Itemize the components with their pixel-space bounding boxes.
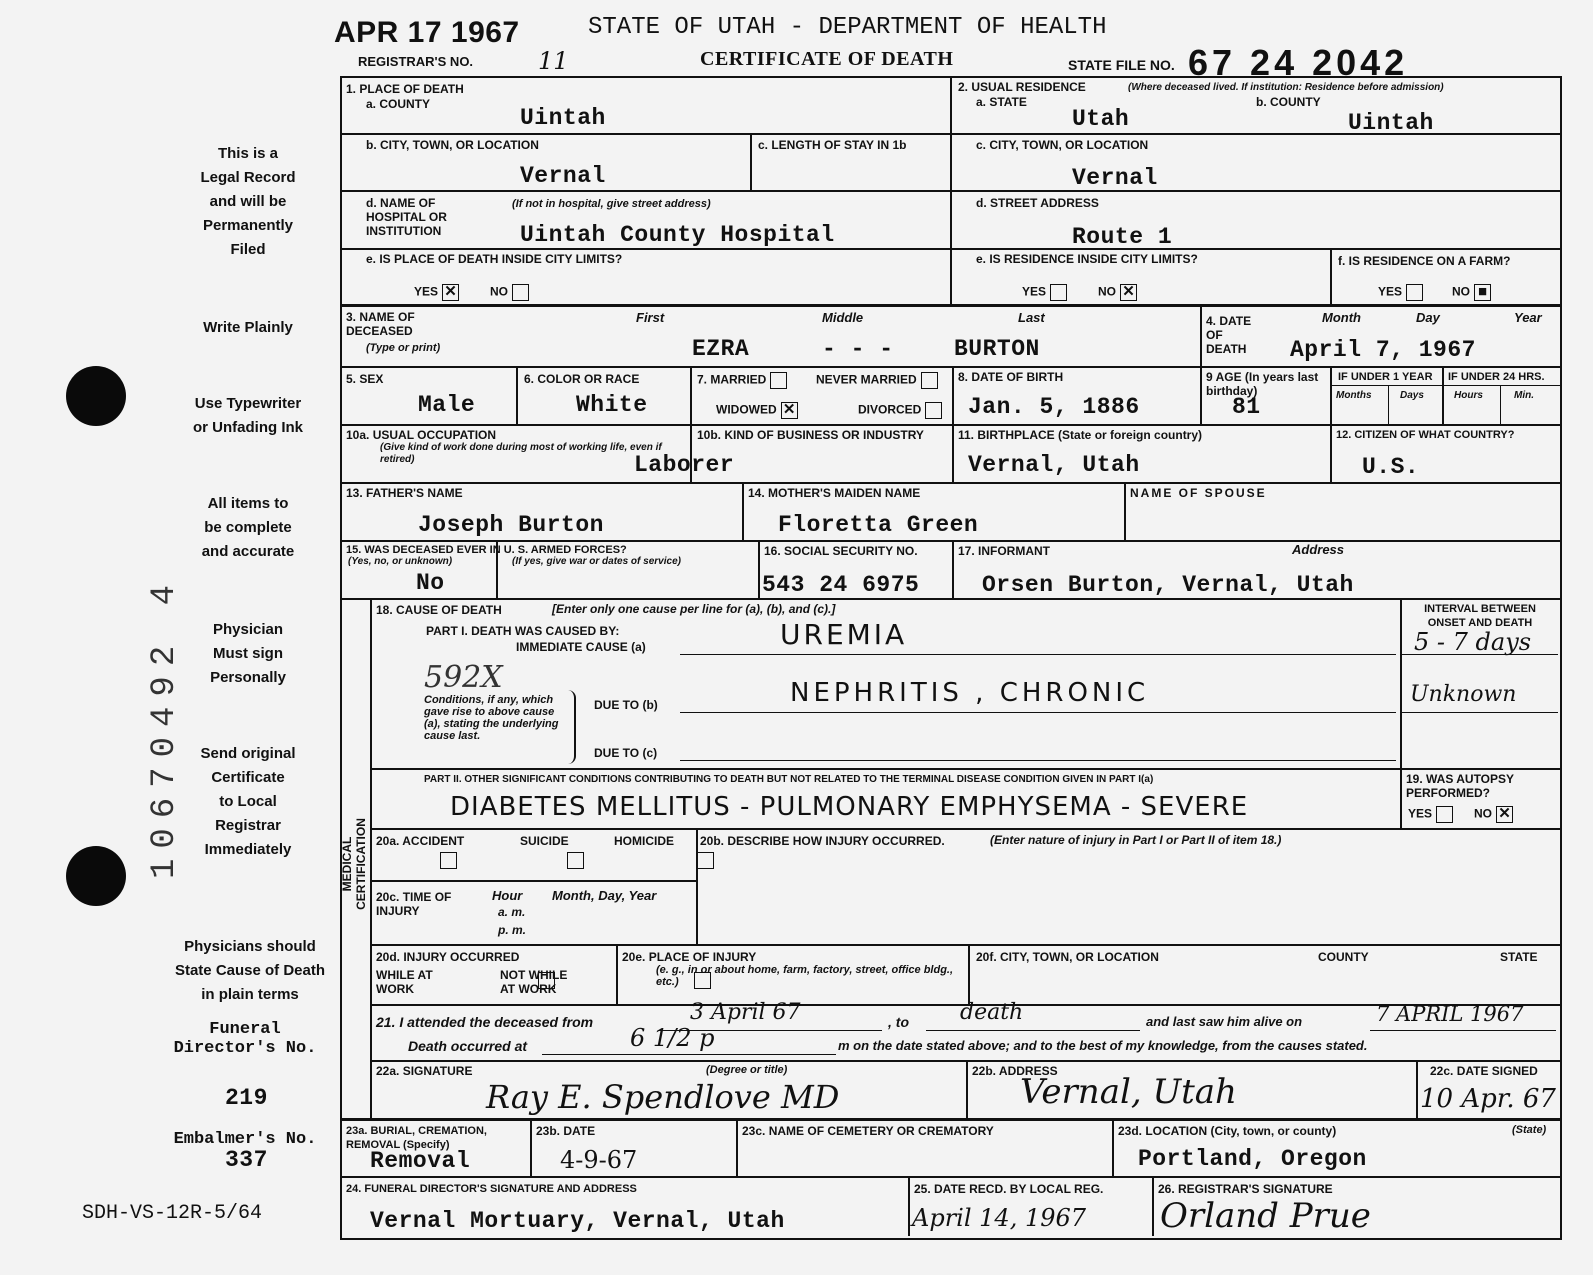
rule	[340, 540, 1560, 542]
burial-state-label: (State)	[1512, 1124, 1547, 1136]
farm-no[interactable]: NO ■	[1452, 284, 1491, 301]
due-to-c-label: DUE TO (c)	[594, 746, 658, 760]
rule	[1330, 248, 1332, 304]
rule	[968, 944, 970, 1004]
death-occurred-tail: m on the date stated above; and to the best of my knowledge, from the causes stated.	[838, 1038, 1368, 1053]
last-saw-alive: 7 APRIL 1967	[1376, 1002, 1524, 1026]
occupation-note: (Give kind of work done during most of working life, even if retired)	[380, 442, 662, 465]
funeral-director-address: Vernal Mortuary, Vernal, Utah	[370, 1208, 785, 1234]
state-file-no: 67 24 2042	[1188, 42, 1409, 83]
physician-address-label: 22b. ADDRESS	[972, 1064, 1058, 1078]
rule	[1388, 385, 1389, 424]
month-day-year-label: Month, Day, Year	[552, 888, 657, 903]
year-label: Year	[1514, 310, 1542, 325]
residence-county-label: b. COUNTY	[1256, 95, 1321, 109]
funeral-director-no: 219	[225, 1085, 268, 1111]
place-of-injury-label: 20e. PLACE OF INJURY	[622, 950, 757, 964]
physician-signature: Ray E. Spendlove MD	[486, 1078, 840, 1116]
am-label: a. m.	[498, 905, 526, 919]
under-day-label: IF UNDER 24 HRS.	[1448, 371, 1545, 383]
part-one-label: PART I. DEATH WAS CAUSED BY:	[426, 624, 620, 638]
minutes-label: Min.	[1514, 390, 1534, 401]
describe-injury-label: 20b. DESCRIBE HOW INJURY OCCURRED.	[700, 834, 945, 848]
rule	[1124, 482, 1126, 540]
send-original-note: Send original Certificate to Local Registrar Immediately	[200, 745, 296, 858]
burial-disposition: Removal	[370, 1148, 471, 1174]
line-last-saw	[1370, 1030, 1556, 1031]
rule	[370, 768, 1560, 770]
rule	[1112, 1118, 1114, 1176]
autopsy-no[interactable]: NO ✕	[1474, 806, 1513, 823]
business-label: 10b. KIND OF BUSINESS OR INDUSTRY	[697, 428, 924, 442]
death-occurred-label: Death occurred at	[408, 1038, 528, 1054]
attended-from: 3 April 67	[690, 1000, 801, 1025]
homicide-label: HOMICIDE	[614, 834, 674, 848]
rule	[1400, 598, 1402, 828]
death-city: Vernal	[520, 163, 606, 189]
last-name: BURTON	[954, 336, 1040, 362]
rule	[1200, 304, 1202, 424]
line-attended-to	[926, 1030, 1140, 1031]
residence-inside-no[interactable]: NO ✕	[1098, 284, 1137, 301]
part-two-label: PART II. OTHER SIGNIFICANT CONDITIONS CONTRIBUTING TO DEATH BUT NOT RELATED TO THE TERMINAL DISEASE CONDITION GIVEN IN PART I(a)	[424, 774, 1154, 785]
rule	[1152, 1176, 1154, 1236]
date-received-label: 25. DATE RECD. BY LOCAL REG.	[914, 1182, 1104, 1196]
residence-city-label: c. CITY, TOWN, OR LOCATION	[976, 138, 1149, 152]
residence-note: (Where deceased lived. If institution: Residence before admission)	[1128, 82, 1444, 93]
burial-location-label: 23d. LOCATION (City, town, or county)	[1118, 1124, 1337, 1138]
birthplace-label: 11. BIRTHPLACE (State or foreign country)	[958, 428, 1203, 442]
suicide-label: SUICIDE	[520, 834, 569, 848]
date-of-death-label: 4. DATE OF DEATH	[1206, 314, 1252, 356]
informant: Orsen Burton, Vernal, Utah	[982, 572, 1354, 598]
informant-address-label: Address	[1292, 542, 1345, 557]
accident-checkbox[interactable]	[440, 852, 457, 869]
rule	[516, 366, 518, 424]
date-received: April 14, 1967	[912, 1204, 1087, 1232]
first-name: EZRA	[692, 336, 750, 362]
signature-label: 22a. SIGNATURE	[376, 1064, 473, 1078]
sex-label: 5. SEX	[346, 372, 384, 386]
line-due-b	[680, 712, 1396, 713]
hospital-label: d. NAME OF HOSPITAL OR INSTITUTION	[366, 196, 447, 238]
length-of-stay-label: c. LENGTH OF STAY IN 1b	[758, 138, 907, 152]
age-label: 9 AGE (In years last birthday)	[1206, 370, 1319, 398]
funeral-director-label: Funeral Director's No.	[173, 1020, 317, 1058]
cause-note: [Enter only one cause per line for (a), (b), and (c).]	[552, 602, 836, 616]
line-due-c	[680, 760, 1396, 761]
interval-a: 5 - 7 days	[1414, 628, 1532, 656]
pm-label: p. m.	[498, 923, 527, 937]
street-address: Route 1	[1072, 224, 1173, 250]
date-signed: 10 Apr. 67	[1420, 1084, 1556, 1114]
rule	[340, 598, 1560, 600]
physician-sign-note: Physician Must sign Personally	[210, 621, 286, 686]
rule	[1330, 366, 1332, 482]
rule	[616, 944, 618, 1004]
checkbox[interactable]	[925, 402, 942, 419]
injury-state-label: STATE	[1500, 950, 1538, 964]
death-occurred-time: 6 1/2 p	[630, 1024, 715, 1052]
rule	[370, 828, 1560, 830]
rule	[530, 1118, 532, 1176]
armed-forces-label: 15. WAS DECEASED EVER IN U. S. ARMED FORCES?	[346, 544, 627, 556]
injury-occurred-label: 20d. INJURY OCCURRED	[376, 950, 520, 964]
rule	[340, 1118, 1560, 1121]
rule	[742, 482, 744, 540]
dob-label: 8. DATE OF BIRTH	[958, 370, 1064, 384]
immediate-cause-label: IMMEDIATE CAUSE (a)	[516, 640, 646, 654]
complete-note: All items to be complete and accurate	[201, 495, 295, 560]
registrar-signature: Orland Prue	[1160, 1196, 1371, 1236]
rule	[736, 1118, 738, 1176]
rule	[340, 366, 1560, 368]
rule	[1442, 366, 1444, 424]
last-saw-label: and last saw him alive on	[1146, 1014, 1303, 1029]
mother-name: Floretta Green	[778, 512, 979, 538]
checkbox[interactable]	[1436, 806, 1453, 823]
residence-county: Uintah	[1348, 110, 1434, 136]
residence-city: Vernal	[1072, 165, 1158, 191]
rule	[340, 424, 1560, 426]
armed-service-note: (If yes, give war or dates of service)	[512, 556, 681, 567]
line-immediate	[680, 654, 1396, 655]
days-label: Days	[1400, 390, 1424, 401]
never-married-option[interactable]: NEVER MARRIED	[816, 372, 938, 389]
rule	[340, 1176, 1560, 1178]
rule	[952, 366, 954, 482]
divorced-option[interactable]: DIVORCED	[858, 402, 942, 419]
date-signed-label: 22c. DATE SIGNED	[1430, 1064, 1538, 1078]
hospital-note: (If not in hospital, give street address)	[512, 198, 711, 210]
hospital-name: Uintah County Hospital	[520, 222, 835, 248]
conditions-brace	[566, 690, 576, 764]
middle-name: - - -	[822, 336, 894, 362]
mother-label: 14. MOTHER'S MAIDEN NAME	[748, 486, 921, 500]
rule	[696, 828, 698, 944]
rule	[908, 1176, 910, 1236]
received-stamp-date: APR 17 1967	[334, 16, 520, 49]
middle-name-label: Middle	[822, 310, 864, 325]
line-interval-a	[1400, 654, 1558, 655]
ssn-label: 16. SOCIAL SECURITY NO.	[764, 544, 918, 558]
registrar-signature-label: 26. REGISTRAR'S SIGNATURE	[1158, 1182, 1333, 1196]
attended-to: death	[960, 1000, 1024, 1025]
inside-limits-label: e. IS PLACE OF DEATH INSIDE CITY LIMITS?	[366, 252, 623, 266]
hole-punch-top	[66, 366, 126, 426]
checkbox[interactable]	[921, 372, 938, 389]
burial-location: Portland, Oregon	[1138, 1146, 1367, 1172]
vertical-serial-number: 10670492 4	[146, 574, 184, 879]
checkbox-checked[interactable]: ✕	[442, 284, 459, 301]
residence-inside-label: e. IS RESIDENCE INSIDE CITY LIMITS?	[976, 252, 1198, 266]
checkbox[interactable]	[1406, 284, 1423, 301]
registrar-no-label: REGISTRAR'S NO.	[358, 54, 474, 69]
time-of-injury-label: 20c. TIME OF INJURY	[376, 890, 452, 918]
part-two-conditions: DIABETES MELLITUS - PULMONARY EMPHYSEMA - SEVERE	[450, 792, 1249, 822]
checkbox-checked[interactable]: ✕	[1120, 284, 1137, 301]
suicide-checkbox[interactable]	[567, 852, 584, 869]
citizenship: U.S.	[1362, 454, 1420, 480]
legal-record-note: This is a Legal Record and will be Permanently Filed	[200, 145, 296, 258]
birthplace: Vernal, Utah	[968, 452, 1140, 478]
rule	[1500, 385, 1501, 424]
place-of-injury-note: (e. g., in or about home, farm, factory, street, office bldg., etc.)	[656, 964, 954, 988]
rule	[370, 1060, 1560, 1062]
embalmer-label: Embalmer's No.	[173, 1130, 317, 1149]
cause-label: 18. CAUSE OF DEATH	[376, 603, 502, 617]
married-option[interactable]: 7. MARRIED	[697, 372, 787, 389]
burial-label: 23a. BURIAL, CREMATION, REMOVAL (Specify)	[346, 1125, 487, 1151]
street-address-label: d. STREET ADDRESS	[976, 196, 1099, 210]
citizen-label: 12. CITIZEN OF WHAT COUNTRY?	[1336, 429, 1515, 441]
funeral-director-sig-label: 24. FUNERAL DIRECTOR'S SIGNATURE AND ADDRESS	[346, 1183, 637, 1195]
describe-injury-note: (Enter nature of injury in Part I or Part II of item 18.)	[990, 833, 1282, 847]
form-title: CERTIFICATE OF DEATH	[700, 48, 954, 70]
line-interval-b	[1400, 712, 1558, 713]
informant-label: 17. INFORMANT	[958, 544, 1051, 558]
name-label: 3. NAME OF DECEASED	[346, 310, 415, 338]
occupation: Laborer	[634, 452, 735, 478]
rule	[966, 1060, 968, 1118]
rule	[750, 133, 752, 190]
hours-label: Hours	[1454, 390, 1483, 401]
checkbox-checked[interactable]: ✕	[781, 402, 798, 419]
residence-state-label: a. STATE	[976, 95, 1027, 109]
hole-punch-bottom	[66, 846, 126, 906]
rule	[370, 880, 696, 882]
hour-label: Hour	[492, 888, 523, 903]
state-cause-note: Physicians should State Cause of Death in plain terms	[174, 938, 326, 1003]
degree-label: (Degree or title)	[706, 1064, 788, 1076]
interval-label: INTERVAL BETWEEN ONSET AND DEATH	[1424, 603, 1536, 629]
rule	[950, 76, 952, 304]
rule	[1330, 385, 1560, 386]
death-county: Uintah	[520, 105, 606, 131]
autopsy-label: 19. WAS AUTOPSY PERFORMED?	[1406, 772, 1514, 800]
line-occurred	[542, 1054, 836, 1055]
physician-address: Vernal, Utah	[1020, 1072, 1237, 1112]
checkbox[interactable]	[770, 372, 787, 389]
form-code: SDH-VS-12R-5/64	[82, 1202, 263, 1225]
rule	[370, 944, 1560, 946]
checkbox-checked[interactable]: ■	[1474, 284, 1491, 301]
to-label: , to	[888, 1014, 909, 1030]
months-label: Months	[1336, 390, 1372, 401]
attended-label: 21. I attended the deceased from	[376, 1014, 594, 1030]
homicide-checkbox[interactable]	[697, 852, 714, 869]
injury-city-label: 20f. CITY, TOWN, OR LOCATION	[976, 950, 1159, 964]
medical-certification-label: MEDICAL CERTIFICATION	[340, 818, 368, 910]
race-label: 6. COLOR OR RACE	[524, 372, 640, 386]
spouse-label: NAME OF SPOUSE	[1130, 486, 1267, 500]
residence-label: 2. USUAL RESIDENCE	[958, 80, 1086, 94]
farm-label: f. IS RESIDENCE ON A FARM?	[1338, 254, 1511, 268]
state-file-label: STATE FILE NO.	[1068, 57, 1175, 73]
farm-yes[interactable]: YES	[1378, 284, 1423, 301]
first-name-label: First	[636, 310, 665, 325]
rule	[340, 482, 1560, 484]
month-label: Month	[1322, 310, 1361, 325]
embalmer-no: 337	[225, 1147, 268, 1173]
armed-forces-note: (Yes, no, or unknown)	[348, 556, 453, 567]
city-label: b. CITY, TOWN, OR LOCATION	[366, 138, 539, 152]
day-label: Day	[1416, 310, 1440, 325]
conditions-note: Conditions, if any, which gave rise to above cause (a), stating the underlying cause last.	[424, 694, 559, 742]
occupation-label: 10a. USUAL OCCUPATION	[346, 428, 497, 442]
social-security-no: 543 24 6975	[762, 572, 920, 598]
accident-label: 20a. ACCIDENT	[376, 834, 465, 848]
immediate-cause: UREMIA	[780, 618, 908, 651]
rule	[370, 598, 372, 1118]
under-year-label: IF UNDER 1 YEAR	[1338, 371, 1433, 383]
checkbox-checked[interactable]: ✕	[1496, 806, 1513, 823]
while-at-work[interactable]: WHILE AT WORK	[376, 968, 433, 996]
typewriter-note: Use Typewriter or Unfading Ink	[193, 395, 303, 436]
date-of-death: April 7, 1967	[1290, 337, 1476, 363]
due-to-b: NEPHRITIS , CHRONIC	[790, 678, 1150, 708]
rule	[340, 304, 1560, 307]
burial-date-label: 23b. DATE	[536, 1124, 596, 1138]
rule	[952, 540, 954, 598]
rule	[1416, 1060, 1418, 1118]
autopsy-yes[interactable]: YES	[1408, 806, 1453, 823]
county-label: a. COUNTY	[366, 97, 431, 111]
place-of-death-label: 1. PLACE OF DEATH	[346, 82, 464, 96]
age: 81	[1232, 394, 1261, 420]
burial-date: 4-9-67	[560, 1146, 638, 1174]
race: White	[576, 392, 648, 418]
injury-county-label: COUNTY	[1318, 950, 1369, 964]
father-name: Joseph Burton	[418, 512, 604, 538]
armed-forces: No	[416, 570, 445, 596]
interval-b: Unknown	[1410, 682, 1517, 707]
checkbox[interactable]	[1050, 284, 1067, 301]
date-of-birth: Jan. 5, 1886	[968, 394, 1140, 420]
rule	[758, 540, 760, 598]
cemetery-label: 23c. NAME OF CEMETERY OR CREMATORY	[742, 1124, 994, 1138]
write-plainly-note: Write Plainly	[203, 319, 293, 336]
checkbox[interactable]	[512, 284, 529, 301]
cause-code: 592X	[424, 660, 503, 695]
registrar-no: 11	[538, 47, 569, 75]
death-inside-no[interactable]: NO	[490, 284, 529, 301]
sex: Male	[418, 392, 476, 418]
widowed-option[interactable]: WIDOWED ✕	[716, 402, 798, 419]
agency-title: STATE OF UTAH - DEPARTMENT OF HEALTH	[588, 14, 1107, 41]
father-label: 13. FATHER'S NAME	[346, 486, 463, 500]
residence-inside-yes[interactable]: YES	[1022, 284, 1067, 301]
due-to-b-label: DUE TO (b)	[594, 698, 658, 712]
death-inside-yes[interactable]: YES ✕	[414, 284, 459, 301]
name-note: (Type or print)	[366, 342, 441, 354]
residence-state: Utah	[1072, 106, 1130, 132]
not-while-at-work[interactable]: NOT WHILE AT WORK	[500, 968, 568, 996]
last-name-label: Last	[1018, 310, 1045, 325]
